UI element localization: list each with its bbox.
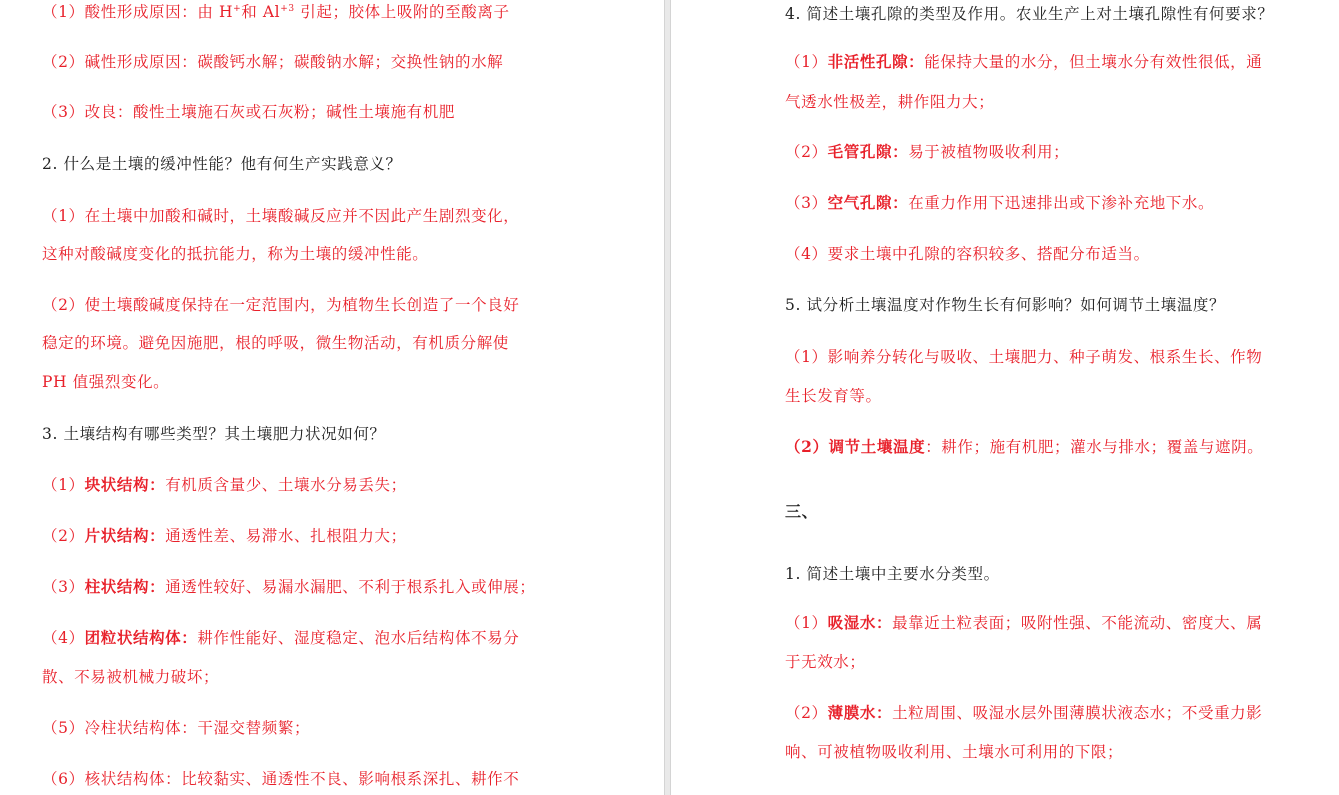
pore-item-3 [785,191,1214,213]
item-term: 吸湿水： [827,613,893,632]
acidity-cause-end: 引起；胶体上吸附的至酸离子 [294,3,510,21]
acidity-cause-mid: 和 Al [241,3,281,21]
item-number: （4） [42,629,85,647]
item-term: （2）调节土壤温度 [785,437,926,456]
item-term: 空气孔隙： [827,193,909,212]
item-desc: 耕作性能好、湿度稳定、泡水后结构体不易分 [197,629,520,647]
buffer-answer-2b: 稳定的环境。避免因施肥，根的呼吸，微生物活动，有机质分解使 [42,334,509,352]
buffer-answer-1b: 这种对酸碱度变化的抵抗能力，称为土壤的缓冲性能。 [42,245,429,263]
aluminum-superscript: +3 [280,4,295,14]
buffer-answer-2a: （2）使土壤酸碱度保持在一定范围内，为植物生长创造了一个良好 [42,296,520,314]
item-desc: 土粒周围、吸湿水层外围薄膜状液态水；不受重力影 [892,704,1263,722]
page-gutter [664,0,671,795]
structure-item-6: （6）核状结构体：比较黏实、通透性不良、影响根系深扎、耕作不 [42,770,520,788]
acidity-cause-text: （1）酸性形成原因：由 H [42,3,234,21]
item-desc: 有机质含量少、土壤水分易丢失； [165,476,407,494]
item-term: 块状结构： [84,475,166,494]
item-desc: 在重力作用下迅速排出或下渗补充地下水。 [908,194,1215,212]
temperature-item-1b: 生长发育等。 [785,387,882,405]
item-number: （1） [785,53,828,71]
pore-item-4: （4）要求土壤中孔隙的容积较多、搭配分布适当。 [785,245,1150,263]
alkalinity-cause-line: （2）碱性形成原因：碳酸钙水解；碳酸钠水解；交换性钠的水解 [42,53,504,71]
water-item-2 [785,701,1262,723]
question-2: 2. 什么是土壤的缓冲性能？他有何生产实践意义？ [42,155,402,173]
water-item-2-cont: 响、可被植物吸收利用、土壤水可利用的下限； [785,743,1124,761]
structure-item-5: （5）冷柱状结构体：干湿交替频繁； [42,719,311,737]
item-term: 毛管孔隙： [827,142,909,161]
item-desc: 通透性差、易滞水、扎根阻力大； [165,527,407,545]
hydrogen-superscript: + [233,4,242,14]
question-5: 5. 试分析土壤温度对作物生长有何影响？如何调节土壤温度？ [785,296,1226,314]
temperature-item-2 [785,435,1263,457]
structure-item-1 [42,473,407,495]
question-3: 3. 土壤结构有哪些类型？其土壤肥力状况如何？ [42,425,386,443]
question-4: 4. 简述土壤孔隙的类型及作用。农业生产上对土壤孔隙性有何要求？ [785,5,1274,23]
pore-item-2 [785,140,1069,162]
improvement-line: （3）改良：酸性土壤施石灰或石灰粉；碱性土壤施有机肥 [42,103,455,121]
buffer-answer-1a: （1）在土壤中加酸和碱时，土壤酸碱反应并不因此产生剧烈变化， [42,207,520,225]
structure-item-4-cont: 散、不易被机械力破坏； [42,668,220,686]
item-desc: 通透性较好、易漏水漏肥、不利于根系扎入或伸展； [165,578,536,596]
item-desc: ：耕作；施有机肥；灌水与排水；覆盖与遮阴。 [925,438,1264,456]
right-page [671,0,1339,795]
item-term: 柱状结构： [84,577,166,596]
buffer-answer-2c: PH 值强烈变化。 [42,373,170,391]
item-number: （1） [42,476,85,494]
question-1-section-3: 1. 简述土壤中主要水分类型。 [785,565,1000,583]
item-term: 片状结构： [84,526,166,545]
item-number: （2） [42,527,85,545]
water-item-1-cont: 于无效水； [785,653,866,671]
item-number: （3） [785,194,828,212]
item-number: （1） [785,614,828,632]
acidity-cause-line [42,0,510,22]
item-number: （2） [785,143,828,161]
item-term: 非活性孔隙： [827,52,925,71]
item-term: 薄膜水： [827,703,893,722]
water-item-1 [785,611,1262,633]
structure-item-3 [42,575,536,597]
item-term: 团粒状结构体： [84,628,198,647]
item-desc: 能保持大量的水分，但土壤水分有效性很低，通 [924,53,1263,71]
item-desc: 易于被植物吸收利用； [908,143,1070,161]
temperature-item-1a: （1）影响养分转化与吸收、土壤肥力、种子萌发、根系生长、作物 [785,348,1263,366]
item-desc: 最靠近土粒表面；吸附性强、不能流动、密度大、属 [892,614,1263,632]
pore-item-1 [785,50,1262,72]
item-number: （3） [42,578,85,596]
section-heading: 三、 [785,502,819,521]
structure-item-4 [42,626,519,648]
structure-item-2 [42,524,407,546]
left-page [0,0,664,795]
pore-item-1-cont: 气透水性极差，耕作阻力大； [785,93,995,111]
item-number: （2） [785,704,828,722]
